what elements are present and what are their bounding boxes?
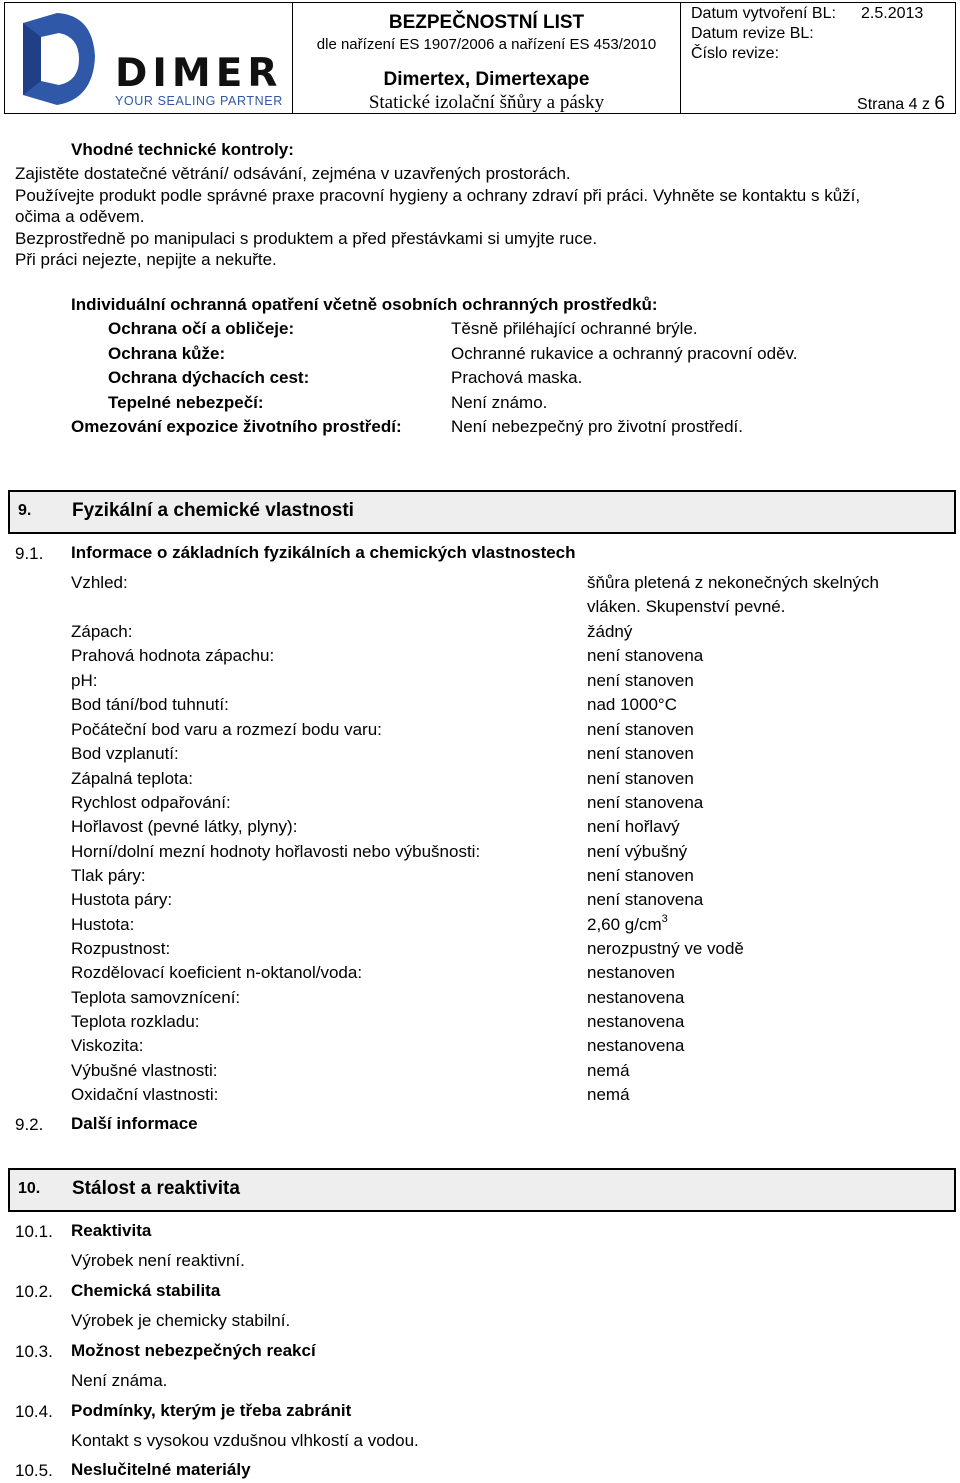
page-total: 6: [934, 93, 945, 114]
page-prefix: Strana 4 z: [857, 96, 930, 113]
property-label: Hustota páry:: [71, 890, 173, 909]
ppe-value: Ochranné rukavice a ochranný pracovní oděv.: [451, 344, 798, 363]
property-value: nestanovena: [587, 988, 685, 1007]
subsection-title: Informace o základních fyzikálních a chemických vlastnostech: [71, 543, 576, 562]
dimer-logo-icon: [15, 9, 115, 109]
property-value: [587, 915, 668, 935]
property-value: nad 1000°C: [587, 695, 677, 714]
logo-wordmark: DIMER: [115, 51, 283, 96]
ppe-value: Prachová maska.: [451, 368, 583, 387]
property-value: žádný: [587, 622, 633, 641]
page-number: [857, 93, 945, 115]
property-label: Rozpustnost:: [71, 939, 171, 958]
product-name: Dimertex, Dimertexape: [383, 69, 590, 90]
property-value: není stanoven: [587, 671, 694, 690]
property-label: Hořlavost (pevné látky, plyny):: [71, 817, 298, 836]
property-value: není stanoven: [587, 866, 694, 885]
property-value: vláken. Skupenství pevné.: [587, 597, 786, 616]
property-label: Prahová hodnota zápachu:: [71, 646, 275, 665]
subsection-title: Chemická stabilita: [71, 1281, 221, 1300]
property-value: není stanoven: [587, 769, 694, 788]
section-title: Stálost a reaktivita: [72, 1178, 240, 1199]
property-value: není stanoven: [587, 720, 694, 739]
subsection-number: 10.4.: [15, 1402, 53, 1421]
controls-line: Používejte produkt podle správné praxe pracovní hygieny a ochrany zdraví při práci. Vyhněte se kontaktu s kůží,: [15, 186, 861, 205]
regulation-reference: dle nařízení ES 1907/2006 a nařízení ES 453/2010: [316, 36, 657, 53]
ppe-label: Tepelné nebezpečí:: [108, 393, 264, 412]
section-title: Fyzikální a chemické vlastnosti: [72, 500, 354, 521]
subsection-title: Reaktivita: [71, 1221, 152, 1240]
env-exposure-label: Omezování expozice životního prostředí:: [71, 417, 402, 436]
property-label: Zápach:: [71, 622, 133, 641]
meta-cell: [681, 3, 955, 113]
property-value: není stanovena: [587, 646, 704, 665]
ppe-value: Není známo.: [451, 393, 548, 412]
subsection-number: 10.5.: [15, 1461, 53, 1480]
subsection-text: Výrobek je chemicky stabilní.: [71, 1311, 291, 1330]
property-value: nerozpustný ve vodě: [587, 939, 744, 958]
property-label: Bod tání/bod tuhnutí:: [71, 695, 229, 714]
subsection-text: Není známa.: [71, 1371, 168, 1390]
section-number: 9.: [18, 502, 32, 519]
property-label: Rozdělovací koeficient n-oktanol/voda:: [71, 963, 363, 982]
ppe-value: Těsně přiléhající ochranné brýle.: [451, 319, 698, 338]
property-label: Hustota:: [71, 915, 135, 934]
property-value: není stanoven: [587, 744, 694, 763]
subsection-number: 9.2.: [15, 1115, 44, 1134]
controls-line: Zajistěte dostatečné větrání/ odsávání, zejména v uzavřených prostorách.: [15, 164, 571, 183]
logo-tagline: YOUR SEALING PARTNER: [115, 94, 283, 108]
product-subtitle: Statické izolační šňůry a pásky: [368, 92, 605, 113]
created-date: 2.5.2013: [861, 5, 924, 22]
section-10-header: [8, 1168, 956, 1212]
section-9-header: [8, 490, 956, 534]
ppe-heading: Individuální ochranná opatření včetně osobních ochranných prostředků:: [71, 295, 658, 314]
property-value: nemá: [587, 1061, 630, 1080]
property-label: Zápalná teplota:: [71, 769, 193, 788]
subsection-number: 10.1.: [15, 1222, 53, 1241]
property-label: Rychlost odpařování:: [71, 793, 231, 812]
subsection-number: 9.1.: [15, 544, 44, 563]
property-value: není stanovena: [587, 793, 704, 812]
property-value: nemá: [587, 1085, 630, 1104]
subsection-number: 10.2.: [15, 1282, 53, 1301]
controls-line: Bezprostředně po manipulaci s produktem a před přestávkami si umyjte ruce.: [15, 229, 598, 248]
section-number: 10.: [18, 1180, 41, 1197]
property-label: Teplota samovznícení:: [71, 988, 241, 1007]
property-label: Bod vzplanutí:: [71, 744, 179, 763]
subsection-title: Neslučitelné materiály: [71, 1460, 251, 1479]
property-value: šňůra pletená z nekonečných skelných: [587, 573, 880, 592]
property-label: Viskozita:: [71, 1036, 144, 1055]
subsection-title: Další informace: [71, 1114, 198, 1133]
controls-line: Při práci nejezte, nepijte a nekuřte.: [15, 250, 277, 269]
subsection-text: Kontakt s vysokou vzdušnou vlhkostí a vodou.: [71, 1431, 419, 1450]
property-label: Tlak páry:: [71, 866, 146, 885]
revision-number-label: Číslo revize:: [691, 45, 780, 62]
subsection-title: Možnost nebezpečných reakcí: [71, 1341, 316, 1360]
document-header: [4, 2, 956, 114]
document-title: BEZPEČNOSTNÍ LIST: [388, 12, 585, 33]
env-exposure-value: Není nebezpečný pro životní prostředí.: [451, 417, 743, 436]
density-value: 2,60 g/cm: [587, 915, 662, 934]
ppe-label: Ochrana dýchacích cest:: [108, 368, 310, 387]
controls-heading: Vhodné technické kontroly:: [71, 140, 294, 159]
logo-cell: [5, 3, 293, 113]
property-value: nestanovena: [587, 1036, 685, 1055]
controls-line: očima a oděvem.: [15, 207, 145, 226]
property-label: Vzhled:: [71, 573, 128, 592]
subsection-number: 10.3.: [15, 1342, 53, 1361]
property-value: není výbušný: [587, 842, 688, 861]
subsection-title: Podmínky, kterým je třeba zabránit: [71, 1401, 352, 1420]
created-label: Datum vytvoření BL:: [691, 5, 836, 22]
property-label: Teplota rozkladu:: [71, 1012, 200, 1031]
property-label: Horní/dolní mezní hodnoty hořlavosti nebo výbušnosti:: [71, 842, 481, 861]
property-label: Oxidační vlastnosti:: [71, 1085, 219, 1104]
revision-date-label: Datum revize BL:: [691, 25, 814, 42]
density-exponent: 3: [661, 913, 668, 925]
property-label: Počáteční bod varu a rozmezí bodu varu:: [71, 720, 382, 739]
subsection-text: Výrobek není reaktivní.: [71, 1251, 245, 1270]
property-label: pH:: [71, 671, 98, 690]
property-value: není stanovena: [587, 890, 704, 909]
property-value: není hořlavý: [587, 817, 680, 836]
ppe-label: Ochrana kůže:: [108, 344, 226, 363]
property-label: Výbušné vlastnosti:: [71, 1061, 218, 1080]
title-cell: [293, 3, 681, 113]
property-value: nestanoven: [587, 963, 675, 982]
property-value: nestanovena: [587, 1012, 685, 1031]
ppe-label: Ochrana očí a obličeje:: [108, 319, 295, 338]
